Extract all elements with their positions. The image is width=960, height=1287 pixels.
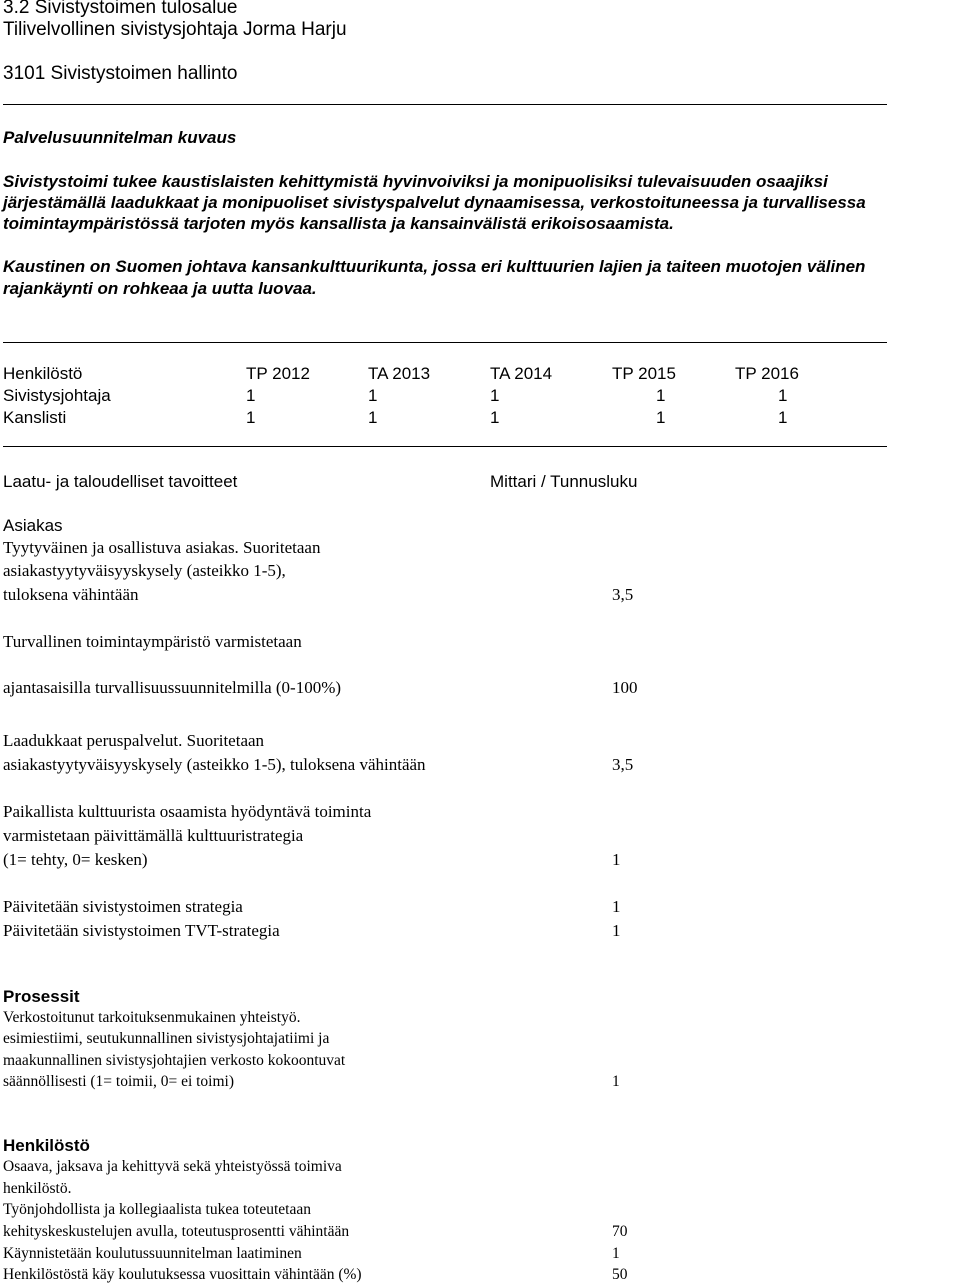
service-plan-para2-line: rajankäynti on rohkeaa ja uutta luovaa. bbox=[3, 279, 317, 298]
metric-value: 1 bbox=[612, 850, 621, 869]
page-title: 3.2 Sivistystoimen tulosalue bbox=[3, 0, 238, 18]
column-header: TP 2015 bbox=[612, 364, 676, 383]
goal-line: säännöllisesti (1= toimii, 0= ei toimi) bbox=[3, 1073, 235, 1090]
metric-value: 3,5 bbox=[612, 585, 634, 604]
column-header: TP 2012 bbox=[246, 364, 310, 383]
section-heading-henkilosto: Henkilöstö bbox=[3, 1136, 90, 1155]
goals-heading: Laatu- ja taloudelliset tavoitteet bbox=[3, 472, 238, 491]
goal-line: Päivitetään sivistystoimen TVT-strategia bbox=[3, 921, 280, 940]
table-cell: 1 bbox=[246, 408, 256, 427]
goal-line: Käynnistetään koulutussuunnitelman laatiminen bbox=[3, 1245, 302, 1262]
metric-value: 1 bbox=[612, 1073, 620, 1090]
metric-value: 3,5 bbox=[612, 755, 634, 774]
table-cell: 1 bbox=[246, 386, 256, 405]
goal-line: esimiestiimi, seutukunnallinen sivistysjohtajatiimi ja bbox=[3, 1030, 330, 1047]
metric-value: 100 bbox=[612, 678, 638, 697]
service-plan-para2-line: Kaustinen on Suomen johtava kansankulttuurikunta, jossa eri kulttuurien lajien ja taiteen muotojen välinen bbox=[3, 257, 866, 276]
goal-line: Paikallista kulttuurista osaamista hyödyntävä toiminta bbox=[3, 802, 372, 821]
goal-line: Tyytyväinen ja osallistuva asiakas. Suoritetaan bbox=[3, 538, 321, 557]
metric-value: 70 bbox=[612, 1223, 628, 1240]
goal-line: tuloksena vähintään bbox=[3, 585, 139, 604]
metric-heading: Mittari / Tunnusluku bbox=[490, 472, 638, 491]
table-cell: Kanslisti bbox=[3, 408, 67, 427]
divider bbox=[3, 446, 887, 447]
section-heading-prosessit: Prosessit bbox=[3, 987, 80, 1006]
goal-line: asiakastyytyväisyyskysely (asteikko 1-5), tuloksena vähintään bbox=[3, 755, 426, 774]
service-plan-para1-line: toimintaympäristössä tarjoten myös kansallista ja kansainvälistä erikoisosaamista. bbox=[3, 214, 674, 233]
goal-line: Työnjohdollista ja kollegiaalista tukea toteutetaan bbox=[3, 1201, 311, 1218]
divider bbox=[3, 342, 887, 343]
table-cell: Sivistysjohtaja bbox=[3, 386, 111, 405]
divider bbox=[3, 104, 887, 105]
goal-line: varmistetaan päivittämällä kulttuuristrategia bbox=[3, 826, 304, 845]
column-header: TA 2014 bbox=[490, 364, 553, 383]
unit-title: 3101 Sivistystoimen hallinto bbox=[3, 63, 238, 84]
table-cell: 1 bbox=[778, 386, 788, 405]
service-plan-para1-line: järjestämällä laadukkaat ja monipuoliset sivistyspalvelut dynaamisessa, verkostoituneessa ja turvallisessa bbox=[3, 193, 866, 212]
column-header: TA 2013 bbox=[368, 364, 431, 383]
table-cell: 1 bbox=[490, 386, 500, 405]
metric-value: 1 bbox=[612, 1245, 620, 1262]
goal-line: (1= tehty, 0= kesken) bbox=[3, 850, 148, 869]
metric-value: 1 bbox=[612, 897, 621, 916]
responsible-official: Tilivelvollinen sivistysjohtaja Jorma Harju bbox=[3, 19, 347, 40]
goal-line: ajantasaisilla turvallisuussuunnitelmilla (0-100%) bbox=[3, 678, 342, 697]
goal-line: kehityskeskustelujen avulla, toteutusprosentti vähintään bbox=[3, 1223, 350, 1240]
service-plan-para1-line: Sivistystoimi tukee kaustislaisten kehittymistä hyvinvoiviksi ja monipuolisiksi tulevaisuuden osaajiksi bbox=[3, 172, 828, 191]
goal-line: Osaava, jaksava ja kehittyvä sekä yhteistyössä toimiva bbox=[3, 1158, 342, 1175]
goal-line: Päivitetään sivistystoimen strategia bbox=[3, 897, 243, 916]
goal-line: asiakastyytyväisyyskysely (asteikko 1-5), bbox=[3, 561, 286, 580]
goal-line: Laadukkaat peruspalvelut. Suoritetaan bbox=[3, 731, 265, 750]
table-cell: 1 bbox=[368, 408, 378, 427]
column-header: Henkilöstö bbox=[3, 364, 83, 383]
table-cell: 1 bbox=[656, 408, 666, 427]
goal-line: maakunnallinen sivistysjohtajien verkosto kokoontuvat bbox=[3, 1052, 346, 1069]
metric-value: 1 bbox=[612, 921, 621, 940]
table-cell: 1 bbox=[490, 408, 500, 427]
goal-line: Turvallinen toimintaympäristö varmistetaan bbox=[3, 632, 302, 651]
section-heading-asiakas: Asiakas bbox=[3, 516, 63, 535]
table-cell: 1 bbox=[778, 408, 788, 427]
metric-value: 50 bbox=[612, 1266, 628, 1283]
column-header: TP 2016 bbox=[735, 364, 799, 383]
goal-line: henkilöstö. bbox=[3, 1180, 72, 1197]
service-plan-heading: Palvelusuunnitelman kuvaus bbox=[3, 128, 237, 147]
table-cell: 1 bbox=[368, 386, 378, 405]
goal-line: Verkostoitunut tarkoituksenmukainen yhteistyö. bbox=[3, 1009, 301, 1026]
table-cell: 1 bbox=[656, 386, 666, 405]
goal-line: Henkilöstöstä käy koulutuksessa vuosittain vähintään (%) bbox=[3, 1266, 362, 1283]
